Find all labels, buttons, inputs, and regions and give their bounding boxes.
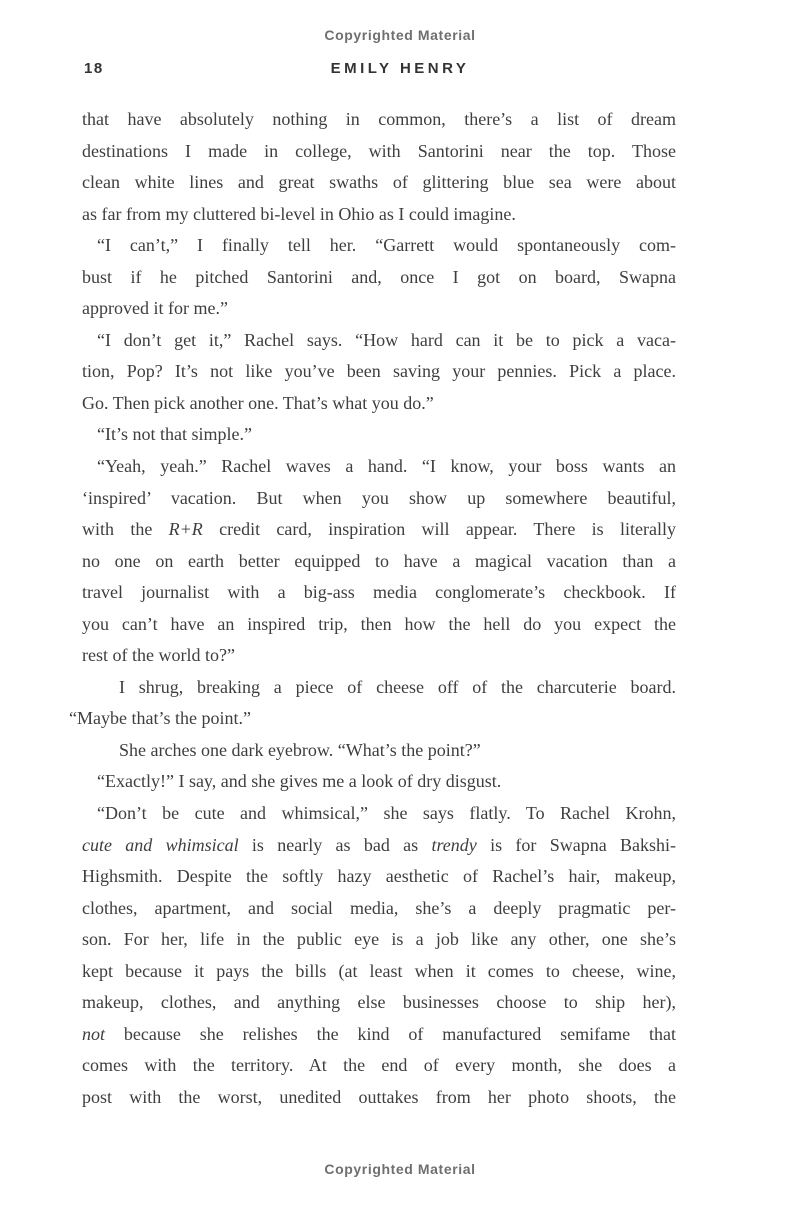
text-line	[82, 861, 676, 893]
text-segment: is for Swapna Bakshi-	[476, 834, 676, 855]
text-segment: “It’s not that simple.”	[97, 424, 252, 445]
text-line	[82, 388, 676, 420]
text-segment: bust if he pitched Santorini and, once I got on board, Swapna	[82, 266, 676, 287]
text-line	[82, 735, 676, 767]
text-segment: because she relishes the kind of manufactured semifame that	[105, 1023, 676, 1044]
italic-text: trendy	[431, 834, 477, 855]
text-segment: with the	[82, 519, 169, 540]
italic-text: not	[82, 1023, 106, 1044]
text-segment: that have absolutely nothing in common, there’s a list of dream	[82, 109, 676, 129]
text-line	[82, 483, 676, 515]
text-line	[82, 893, 676, 925]
text-segment: no one on earth better equipped to have a magical vacation than a	[82, 550, 676, 571]
text-segment: “Yeah, yeah.” Rachel waves a hand. “I know, your boss wants an	[97, 456, 676, 477]
text-segment: kept because it pays the bills (at least when it comes to cheese, wine,	[82, 960, 676, 981]
text-segment: approved it for me.”	[82, 298, 228, 319]
text-segment: travel journalist with a big-ass media conglomerate’s checkbook. If	[82, 582, 676, 603]
paragraph	[82, 230, 676, 325]
text-segment: destinations I made in college, with Santorini near the top. Those	[82, 140, 676, 161]
text-segment: credit card, inspiration will appear. There is literally	[202, 519, 676, 540]
text-segment: I shrug, breaking a piece of cheese off of the charcuterie board.	[119, 676, 676, 697]
text-line	[82, 830, 676, 862]
paragraph	[69, 672, 676, 735]
text-segment: “Maybe that’s the point.”	[69, 708, 251, 729]
paragraph	[82, 419, 676, 451]
text-segment: Highsmith. Despite the softly hazy aesthetic of Rachel’s hair, makeup,	[82, 866, 676, 887]
paragraph	[82, 798, 676, 1113]
text-line	[82, 546, 676, 578]
text-segment: as far from my cluttered bi-level in Ohio as I could imagine.	[82, 203, 516, 224]
text-line	[82, 293, 676, 325]
paragraph	[82, 451, 676, 672]
text-line	[82, 987, 676, 1019]
text-line	[82, 514, 676, 546]
text-segment: clothes, apartment, and social media, she’s a deeply pragmatic per-	[82, 897, 676, 918]
text-line	[82, 136, 676, 168]
italic-text: cute and whimsical	[82, 834, 239, 855]
text-line	[82, 672, 676, 704]
text-line	[82, 924, 676, 956]
text-line	[82, 451, 676, 483]
text-line	[82, 640, 676, 672]
text-line	[82, 609, 676, 641]
text-segment: rest of the world to?”	[82, 645, 235, 666]
text-segment: ‘inspired’ vacation. But when you show up somewhere beautiful,	[82, 487, 676, 508]
text-segment: son. For her, life in the public eye is a job like any other, one she’s	[82, 929, 676, 950]
text-segment: “Exactly!” I say, and she gives me a look of dry disgust.	[97, 771, 502, 792]
text-line	[82, 577, 676, 609]
text-line	[82, 419, 676, 451]
paragraph	[82, 735, 676, 767]
text-line	[82, 199, 676, 231]
page-header	[0, 60, 800, 77]
text-segment: post with the worst, unedited outtakes from her photo shoots, the	[82, 1086, 676, 1107]
text-line	[82, 1050, 676, 1082]
text-line	[82, 325, 676, 357]
paragraph	[82, 766, 676, 798]
paragraph	[82, 104, 676, 230]
text-segment: Go. Then pick another one. That’s what you do.”	[82, 392, 434, 413]
text-line	[82, 356, 676, 388]
text-segment: “I don’t get it,” Rachel says. “How hard can it be to pick a vaca-	[97, 329, 676, 350]
text-segment: is nearly as bad as	[238, 834, 432, 855]
page-number: 18	[84, 60, 104, 77]
copyright-notice-top: Copyrighted Material	[324, 27, 476, 43]
running-header-author: EMILY HENRY	[330, 60, 470, 77]
italic-text: R+R	[168, 519, 203, 540]
copyright-notice-bottom: Copyrighted Material	[324, 1161, 476, 1177]
text-segment: you can’t have an inspired trip, then how the hell do you expect the	[82, 613, 676, 634]
text-segment: clean white lines and great swaths of glittering blue sea were about	[82, 172, 676, 193]
text-line	[82, 766, 676, 798]
text-segment: “Don’t be cute and whimsical,” she says flatly. To Rachel Krohn,	[97, 803, 676, 824]
text-segment: comes with the territory. At the end of every month, she does a	[82, 1055, 676, 1076]
paragraph	[82, 325, 676, 420]
text-line	[82, 104, 676, 136]
text-line	[82, 1082, 676, 1114]
text-line	[82, 956, 676, 988]
body-text	[69, 104, 676, 1114]
text-line	[69, 703, 676, 735]
text-line	[82, 1019, 676, 1051]
text-line	[82, 262, 676, 294]
text-line	[82, 230, 676, 262]
text-line	[82, 798, 676, 830]
text-segment: “I can’t,” I finally tell her. “Garrett would spontaneously com-	[97, 235, 676, 256]
text-segment: She arches one dark eyebrow. “What’s the point?”	[119, 739, 481, 760]
text-segment: makeup, clothes, and anything else businesses choose to ship her),	[82, 992, 676, 1013]
text-line	[82, 167, 676, 199]
text-segment: tion, Pop? It’s not like you’ve been saving your pennies. Pick a place.	[82, 361, 676, 382]
